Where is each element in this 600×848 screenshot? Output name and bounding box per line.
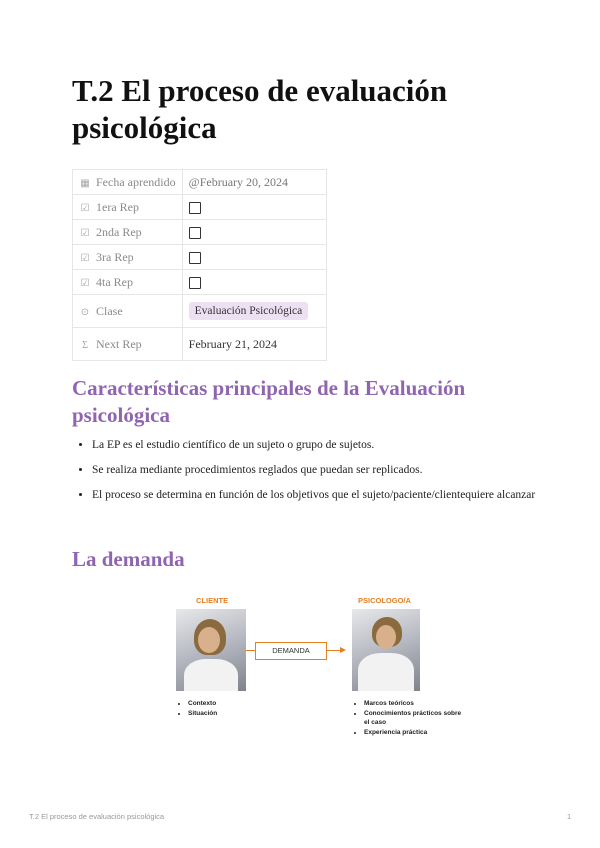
demand-diagram xyxy=(170,592,460,742)
psychologist-factors-list xyxy=(352,699,464,737)
property-name: Next Rep xyxy=(96,336,142,351)
client-factors-list xyxy=(176,699,217,718)
property-name: Clase xyxy=(96,303,123,318)
select-icon: ⊙ xyxy=(80,306,90,318)
list-item: • Situación xyxy=(188,709,217,719)
calendar-icon: ▦ xyxy=(80,177,90,189)
page-number: 1 xyxy=(567,812,572,821)
footer-title: T.2 El proceso de evaluación psicológica xyxy=(29,812,165,821)
property-row xyxy=(73,270,327,295)
checkbox-property-icon: ☑ xyxy=(80,202,90,214)
checkbox[interactable] xyxy=(189,202,201,214)
checkbox-property-icon: ☑ xyxy=(80,277,90,289)
property-row xyxy=(73,195,327,220)
list-item: • Experiencia práctica xyxy=(364,728,464,738)
property-name: 3ra Rep xyxy=(96,249,134,264)
bullet-list xyxy=(72,436,552,511)
psychologist-label: PSICOLOGO/A xyxy=(358,596,411,605)
checkbox-property-icon: ☑ xyxy=(80,252,90,264)
arrow-right-icon xyxy=(340,647,346,653)
psychologist-photo xyxy=(352,609,420,691)
property-row xyxy=(73,170,327,195)
checkbox[interactable] xyxy=(189,227,201,239)
list-item: • Conocimientos prácticos sobre el caso xyxy=(364,709,464,728)
property-row xyxy=(73,220,327,245)
checkbox-property-icon: ☑ xyxy=(80,227,90,239)
property-value: February 21, 2024 xyxy=(182,328,326,361)
section-heading: Características principales de la Evaluación psicológica xyxy=(72,376,466,427)
property-value[interactable]: @February 20, 2024 xyxy=(182,170,326,195)
list-item: • El proceso se determina en función de los objetivos que el sujeto/paciente/clientequiere alcanzar xyxy=(92,486,552,504)
page-title: T.2 El proceso de evaluación psicológica xyxy=(72,73,448,145)
property-name: 4ta Rep xyxy=(96,274,133,289)
list-item: • Se realiza mediante procedimientos reglados que puedan ser replicados. xyxy=(92,461,552,479)
property-row xyxy=(73,295,327,328)
checkbox[interactable] xyxy=(189,252,201,264)
property-name: 1era Rep xyxy=(96,199,139,214)
class-tag[interactable]: Evaluación Psicológica xyxy=(189,302,309,320)
client-label: CLIENTE xyxy=(196,596,229,605)
property-name: 2nda Rep xyxy=(96,224,142,239)
property-row xyxy=(73,245,327,270)
properties-table xyxy=(72,169,327,361)
list-item: • Marcos teóricos xyxy=(364,699,464,709)
demand-box: DEMANDA xyxy=(255,642,327,660)
section-heading: La demanda xyxy=(72,547,185,571)
property-name: Fecha aprendido xyxy=(96,174,176,189)
sigma-icon: Σ xyxy=(82,339,88,351)
list-item: • La EP es el estudio científico de un sujeto o grupo de sujetos. xyxy=(92,436,552,454)
client-photo xyxy=(176,609,246,691)
list-item: • Contexto xyxy=(188,699,217,709)
property-row xyxy=(73,328,327,361)
checkbox[interactable] xyxy=(189,277,201,289)
